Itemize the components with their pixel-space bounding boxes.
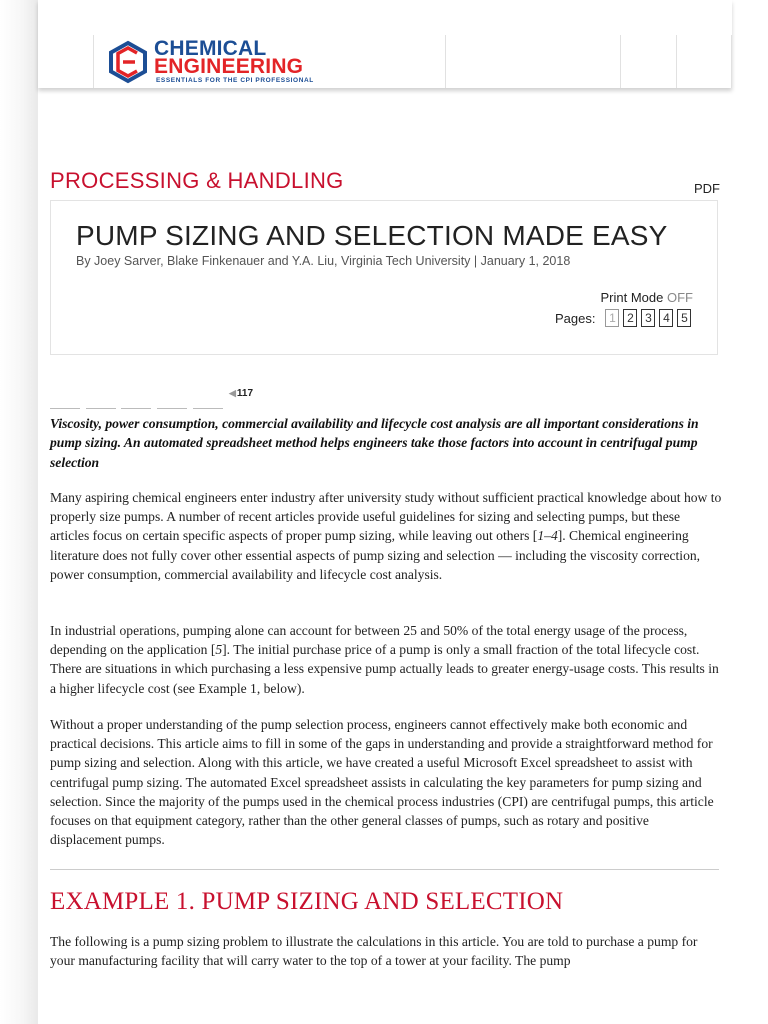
site-header [38, 0, 732, 88]
header-divider [620, 35, 621, 88]
thumbnail-strip-divider [86, 408, 116, 409]
page-link-1[interactable]: 1 [605, 309, 619, 327]
example-heading: EXAMPLE 1. PUMP SIZING AND SELECTION [50, 888, 564, 915]
article-byline: By Joey Sarver, Blake Finkenauer and Y.A. Liu, Virginia Tech University | January 1, 2018 [76, 254, 571, 268]
logo-tagline: ESSENTIALS FOR THE CPI PROFESSIONAL [156, 77, 314, 84]
page-link-5[interactable]: 5 [677, 309, 691, 327]
print-mode-value: OFF [667, 290, 693, 305]
body-paragraph: The following is a pump sizing problem to illustrate the calculations in this article. You are told to purchase a pump for your manufacturing facility that will carry water to the top of a tower at your facility. The pump [50, 934, 698, 969]
page-link-3[interactable]: 3 [641, 309, 655, 327]
paragraph-text: ]. Chemical engineering literature does not fully cover other essential aspects of pump sizing and selection — including the viscosity correction, power consumption, commercial availability and lifecycle cost analysis. [50, 528, 701, 582]
thumbnail-strip-divider [50, 408, 80, 409]
header-divider [731, 35, 732, 88]
reference-link[interactable]: 1–4 [537, 528, 558, 544]
page-marker-arrow-icon: ◀ [229, 388, 236, 398]
thumbnail-strip-divider [193, 408, 223, 409]
print-mode-toggle[interactable] [601, 290, 694, 305]
section-category[interactable]: PROCESSING & HANDLING [50, 168, 344, 193]
header-divider [676, 35, 677, 88]
logo-text-chemical: CHEMICAL [154, 37, 267, 60]
print-page-number [229, 388, 253, 399]
section-divider [50, 869, 719, 870]
reference-link[interactable]: 5 [215, 642, 223, 658]
pages-label: Pages: [555, 310, 596, 326]
thumbnail-strip-divider [157, 408, 187, 409]
logo-hexagon-icon [106, 40, 150, 84]
logo-text-engineering: ENGINEERING [154, 55, 304, 78]
article-lede: Viscosity, power consumption, commercial availability and lifecycle cost analysis are all important considerations in pump sizing. An automated spreadsheet method helps engineers take those factors into account in centrifugal pump selection [50, 416, 699, 470]
body-paragraph [50, 488, 722, 584]
page-link-4[interactable]: 4 [659, 309, 673, 327]
print-mode-label: Print Mode [600, 290, 664, 305]
paragraph-text: In industrial operations, pumping alone can account for between 25 and 50% of the total energy usage of the process, depending on the application [ [50, 623, 688, 658]
article-title: PUMP SIZING AND SELECTION MADE EASY [76, 220, 668, 251]
chemical-engineering-logo[interactable] [106, 38, 346, 88]
thumbnail-strip-divider [121, 408, 151, 409]
body-paragraph [50, 621, 722, 698]
page-number-value: 117 [236, 388, 254, 399]
pdf-link[interactable]: PDF [694, 181, 720, 196]
header-divider [445, 35, 446, 88]
left-margin-shade [0, 0, 38, 1024]
header-divider [93, 35, 94, 88]
paragraph-text: ]. The initial purchase price of a pump is only a small fraction of the total lifecycle cost. There are situations in which purchasing a less expensive pump actually leads to greater energy-usage costs. This results in a higher lifecycle cost (see Example 1, below). [50, 642, 719, 696]
body-paragraph: Without a proper understanding of the pump selection process, engineers cannot effectively make both economic and practical decisions. This article aims to fill in some of the gaps in understanding and provide a straightforward method for pump sizing and selection. Along with this article, we have created a useful Microsoft Excel spreadsheet to assist with centrifugal pump sizing. The automated Excel spreadsheet assists in calculating the key parameters for pump sizing and selection. Since the majority of the pumps used in the chemical process industries (CPI) are centrifugal pumps, this article focuses on that equipment category, rather than the other general classes of pumps, such as rotary and positive displacement pumps. [50, 717, 714, 848]
paragraph-text: Many aspiring chemical engineers enter industry after university study without sufficient practical knowledge about how to properly size pumps. A number of recent articles provide useful guidelines for sizing and selecting pumps, but these articles focus on certain specific aspects of proper pump sizing, while leaving out others [ [50, 490, 722, 544]
page-link-2[interactable]: 2 [623, 309, 637, 327]
pagination [555, 309, 691, 327]
